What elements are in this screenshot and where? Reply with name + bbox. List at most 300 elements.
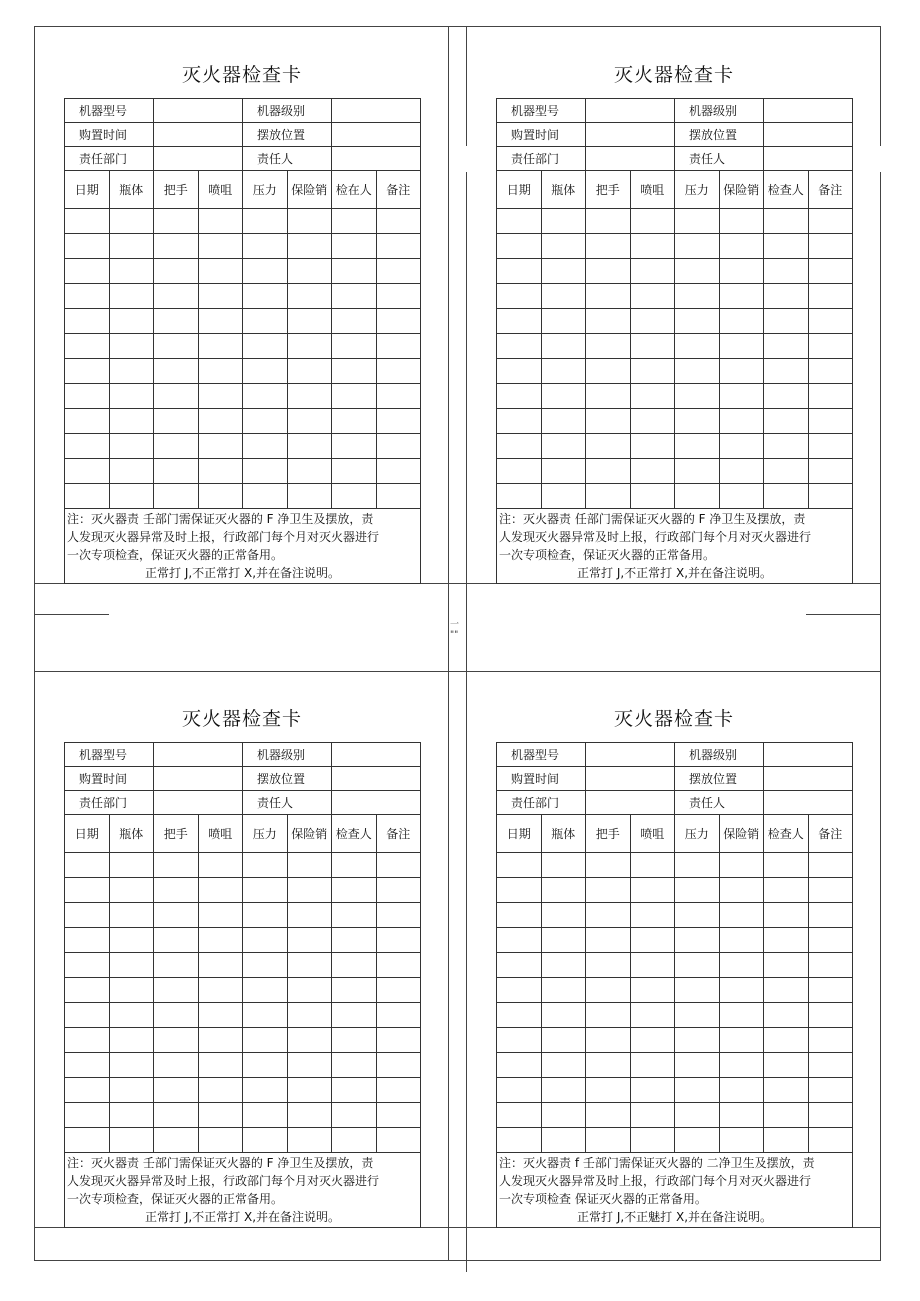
table-cell[interactable] [243, 259, 288, 284]
table-cell[interactable] [586, 1028, 631, 1053]
table-cell[interactable] [287, 234, 332, 259]
table-cell[interactable] [541, 309, 586, 334]
table-cell[interactable] [630, 978, 675, 1003]
table-cell[interactable] [154, 928, 199, 953]
table-cell[interactable] [109, 309, 154, 334]
table-cell[interactable] [586, 1103, 631, 1128]
table-cell[interactable] [808, 309, 853, 334]
table-cell[interactable] [808, 284, 853, 309]
table-cell[interactable] [154, 384, 199, 409]
table-cell[interactable] [541, 1128, 586, 1153]
table-cell[interactable] [109, 1078, 154, 1103]
table-cell[interactable] [630, 359, 675, 384]
table-cell[interactable] [719, 903, 764, 928]
table-cell[interactable] [808, 434, 853, 459]
table-cell[interactable] [497, 928, 542, 953]
table-cell[interactable] [764, 878, 809, 903]
table-cell[interactable] [376, 209, 421, 234]
table-cell[interactable] [541, 1053, 586, 1078]
table-cell[interactable] [376, 1128, 421, 1153]
table-cell[interactable] [243, 1003, 288, 1028]
table-cell[interactable] [65, 484, 110, 509]
table-cell[interactable] [332, 434, 377, 459]
table-cell[interactable] [376, 1078, 421, 1103]
table-cell[interactable] [198, 409, 243, 434]
info-value-model[interactable] [154, 99, 243, 123]
table-cell[interactable] [586, 359, 631, 384]
table-cell[interactable] [332, 1103, 377, 1128]
table-cell[interactable] [719, 334, 764, 359]
table-cell[interactable] [287, 928, 332, 953]
table-cell[interactable] [154, 853, 199, 878]
table-cell[interactable] [675, 484, 720, 509]
table-cell[interactable] [630, 1078, 675, 1103]
table-cell[interactable] [719, 384, 764, 409]
table-cell[interactable] [586, 853, 631, 878]
info-value-dept[interactable] [154, 147, 243, 171]
table-cell[interactable] [586, 309, 631, 334]
table-cell[interactable] [541, 284, 586, 309]
table-cell[interactable] [198, 284, 243, 309]
table-cell[interactable] [198, 459, 243, 484]
table-cell[interactable] [332, 878, 377, 903]
info-value-dept[interactable] [586, 791, 675, 815]
info-value-purchase[interactable] [586, 123, 675, 147]
table-cell[interactable] [332, 284, 377, 309]
info-value-dept[interactable] [586, 147, 675, 171]
table-cell[interactable] [109, 384, 154, 409]
info-value-level[interactable] [332, 743, 421, 767]
table-cell[interactable] [808, 409, 853, 434]
table-cell[interactable] [586, 384, 631, 409]
table-cell[interactable] [630, 853, 675, 878]
table-cell[interactable] [630, 434, 675, 459]
table-cell[interactable] [243, 384, 288, 409]
table-cell[interactable] [332, 1078, 377, 1103]
table-cell[interactable] [497, 484, 542, 509]
table-cell[interactable] [541, 484, 586, 509]
table-cell[interactable] [65, 309, 110, 334]
table-cell[interactable] [808, 878, 853, 903]
table-cell[interactable] [243, 484, 288, 509]
info-value-place[interactable] [764, 123, 853, 147]
table-cell[interactable] [154, 484, 199, 509]
table-cell[interactable] [541, 853, 586, 878]
table-cell[interactable] [764, 434, 809, 459]
table-cell[interactable] [332, 1003, 377, 1028]
table-cell[interactable] [630, 1128, 675, 1153]
table-cell[interactable] [764, 853, 809, 878]
table-cell[interactable] [243, 853, 288, 878]
table-cell[interactable] [719, 284, 764, 309]
table-cell[interactable] [497, 409, 542, 434]
table-cell[interactable] [764, 1103, 809, 1128]
table-cell[interactable] [376, 878, 421, 903]
table-cell[interactable] [764, 384, 809, 409]
table-cell[interactable] [675, 1103, 720, 1128]
table-cell[interactable] [675, 853, 720, 878]
table-cell[interactable] [109, 1128, 154, 1153]
table-cell[interactable] [541, 978, 586, 1003]
table-cell[interactable] [808, 953, 853, 978]
info-value-model[interactable] [586, 743, 675, 767]
table-cell[interactable] [497, 334, 542, 359]
table-cell[interactable] [630, 484, 675, 509]
table-cell[interactable] [808, 384, 853, 409]
table-cell[interactable] [586, 1078, 631, 1103]
table-cell[interactable] [675, 978, 720, 1003]
table-cell[interactable] [287, 1003, 332, 1028]
table-cell[interactable] [719, 953, 764, 978]
table-cell[interactable] [675, 903, 720, 928]
table-cell[interactable] [586, 928, 631, 953]
table-cell[interactable] [376, 459, 421, 484]
table-cell[interactable] [154, 459, 199, 484]
table-cell[interactable] [675, 878, 720, 903]
table-cell[interactable] [497, 459, 542, 484]
table-cell[interactable] [65, 1078, 110, 1103]
table-cell[interactable] [332, 903, 377, 928]
table-cell[interactable] [586, 434, 631, 459]
table-cell[interactable] [109, 334, 154, 359]
table-cell[interactable] [287, 1028, 332, 1053]
table-cell[interactable] [198, 484, 243, 509]
table-cell[interactable] [154, 334, 199, 359]
table-cell[interactable] [154, 878, 199, 903]
table-cell[interactable] [586, 953, 631, 978]
table-cell[interactable] [65, 459, 110, 484]
table-cell[interactable] [198, 1128, 243, 1153]
table-cell[interactable] [808, 978, 853, 1003]
table-cell[interactable] [243, 334, 288, 359]
table-cell[interactable] [287, 484, 332, 509]
table-cell[interactable] [332, 359, 377, 384]
table-cell[interactable] [497, 1053, 542, 1078]
table-cell[interactable] [109, 434, 154, 459]
table-cell[interactable] [65, 853, 110, 878]
info-value-dept[interactable] [154, 791, 243, 815]
table-cell[interactable] [243, 359, 288, 384]
table-cell[interactable] [376, 853, 421, 878]
table-cell[interactable] [198, 1003, 243, 1028]
table-cell[interactable] [287, 284, 332, 309]
table-cell[interactable] [243, 928, 288, 953]
table-cell[interactable] [198, 1078, 243, 1103]
table-cell[interactable] [376, 1053, 421, 1078]
table-cell[interactable] [109, 484, 154, 509]
table-cell[interactable] [243, 409, 288, 434]
info-value-person[interactable] [332, 791, 421, 815]
table-cell[interactable] [332, 928, 377, 953]
table-cell[interactable] [109, 1003, 154, 1028]
table-cell[interactable] [586, 978, 631, 1003]
table-cell[interactable] [376, 1103, 421, 1128]
table-cell[interactable] [198, 234, 243, 259]
table-cell[interactable] [541, 1103, 586, 1128]
table-cell[interactable] [630, 384, 675, 409]
table-cell[interactable] [154, 903, 199, 928]
table-cell[interactable] [65, 409, 110, 434]
table-cell[interactable] [332, 459, 377, 484]
table-cell[interactable] [243, 209, 288, 234]
table-cell[interactable] [154, 1003, 199, 1028]
table-cell[interactable] [198, 1053, 243, 1078]
table-cell[interactable] [497, 284, 542, 309]
table-cell[interactable] [497, 434, 542, 459]
table-cell[interactable] [586, 409, 631, 434]
table-cell[interactable] [719, 459, 764, 484]
table-cell[interactable] [541, 234, 586, 259]
table-cell[interactable] [332, 259, 377, 284]
info-value-model[interactable] [154, 743, 243, 767]
table-cell[interactable] [630, 1103, 675, 1128]
table-cell[interactable] [109, 234, 154, 259]
table-cell[interactable] [630, 409, 675, 434]
table-cell[interactable] [808, 1103, 853, 1128]
table-cell[interactable] [541, 409, 586, 434]
table-cell[interactable] [764, 1003, 809, 1028]
table-cell[interactable] [497, 1003, 542, 1028]
table-cell[interactable] [198, 334, 243, 359]
table-cell[interactable] [808, 259, 853, 284]
table-cell[interactable] [719, 1028, 764, 1053]
table-cell[interactable] [630, 209, 675, 234]
table-cell[interactable] [675, 284, 720, 309]
table-cell[interactable] [243, 903, 288, 928]
table-cell[interactable] [376, 484, 421, 509]
table-cell[interactable] [65, 1103, 110, 1128]
table-cell[interactable] [630, 459, 675, 484]
table-cell[interactable] [586, 1003, 631, 1028]
table-cell[interactable] [109, 359, 154, 384]
table-cell[interactable] [198, 903, 243, 928]
table-cell[interactable] [630, 1003, 675, 1028]
table-cell[interactable] [675, 459, 720, 484]
table-cell[interactable] [497, 1128, 542, 1153]
table-cell[interactable] [497, 1078, 542, 1103]
table-cell[interactable] [675, 1053, 720, 1078]
info-value-level[interactable] [332, 99, 421, 123]
table-cell[interactable] [764, 903, 809, 928]
table-cell[interactable] [287, 409, 332, 434]
info-value-model[interactable] [586, 99, 675, 123]
table-cell[interactable] [154, 1053, 199, 1078]
table-cell[interactable] [541, 459, 586, 484]
table-cell[interactable] [332, 334, 377, 359]
table-cell[interactable] [287, 953, 332, 978]
table-cell[interactable] [675, 234, 720, 259]
table-cell[interactable] [243, 878, 288, 903]
table-cell[interactable] [541, 334, 586, 359]
table-cell[interactable] [541, 359, 586, 384]
table-cell[interactable] [719, 409, 764, 434]
table-cell[interactable] [376, 384, 421, 409]
table-cell[interactable] [630, 878, 675, 903]
table-cell[interactable] [332, 309, 377, 334]
table-cell[interactable] [287, 209, 332, 234]
table-cell[interactable] [154, 309, 199, 334]
table-cell[interactable] [198, 434, 243, 459]
table-cell[interactable] [154, 434, 199, 459]
table-cell[interactable] [497, 259, 542, 284]
table-cell[interactable] [287, 1128, 332, 1153]
table-cell[interactable] [764, 259, 809, 284]
table-cell[interactable] [541, 259, 586, 284]
table-cell[interactable] [198, 878, 243, 903]
table-cell[interactable] [541, 209, 586, 234]
table-cell[interactable] [586, 209, 631, 234]
table-cell[interactable] [198, 359, 243, 384]
table-cell[interactable] [65, 878, 110, 903]
table-cell[interactable] [198, 209, 243, 234]
table-cell[interactable] [109, 209, 154, 234]
table-cell[interactable] [497, 853, 542, 878]
table-cell[interactable] [764, 409, 809, 434]
table-cell[interactable] [109, 284, 154, 309]
table-cell[interactable] [764, 209, 809, 234]
table-cell[interactable] [243, 978, 288, 1003]
table-cell[interactable] [65, 1003, 110, 1028]
info-value-person[interactable] [332, 147, 421, 171]
table-cell[interactable] [287, 384, 332, 409]
table-cell[interactable] [719, 484, 764, 509]
table-cell[interactable] [675, 209, 720, 234]
table-cell[interactable] [376, 284, 421, 309]
table-cell[interactable] [764, 978, 809, 1003]
table-cell[interactable] [154, 1103, 199, 1128]
table-cell[interactable] [154, 1028, 199, 1053]
table-cell[interactable] [287, 1053, 332, 1078]
table-cell[interactable] [198, 1028, 243, 1053]
table-cell[interactable] [243, 1103, 288, 1128]
table-cell[interactable] [675, 1028, 720, 1053]
table-cell[interactable] [764, 234, 809, 259]
table-cell[interactable] [586, 334, 631, 359]
table-cell[interactable] [586, 459, 631, 484]
table-cell[interactable] [65, 284, 110, 309]
table-cell[interactable] [154, 359, 199, 384]
table-cell[interactable] [808, 234, 853, 259]
table-cell[interactable] [109, 953, 154, 978]
table-cell[interactable] [376, 1028, 421, 1053]
table-cell[interactable] [287, 309, 332, 334]
table-cell[interactable] [376, 978, 421, 1003]
table-cell[interactable] [65, 953, 110, 978]
table-cell[interactable] [109, 1028, 154, 1053]
table-cell[interactable] [497, 309, 542, 334]
table-cell[interactable] [198, 978, 243, 1003]
table-cell[interactable] [198, 259, 243, 284]
table-cell[interactable] [719, 853, 764, 878]
table-cell[interactable] [287, 1078, 332, 1103]
table-cell[interactable] [109, 878, 154, 903]
table-cell[interactable] [497, 903, 542, 928]
table-cell[interactable] [154, 284, 199, 309]
table-cell[interactable] [332, 484, 377, 509]
table-cell[interactable] [243, 459, 288, 484]
table-cell[interactable] [808, 459, 853, 484]
table-cell[interactable] [376, 953, 421, 978]
table-cell[interactable] [109, 1053, 154, 1078]
table-cell[interactable] [719, 434, 764, 459]
table-cell[interactable] [675, 434, 720, 459]
table-cell[interactable] [65, 359, 110, 384]
table-cell[interactable] [65, 334, 110, 359]
table-cell[interactable] [541, 878, 586, 903]
table-cell[interactable] [154, 1078, 199, 1103]
table-cell[interactable] [497, 1103, 542, 1128]
info-value-place[interactable] [764, 767, 853, 791]
table-cell[interactable] [243, 234, 288, 259]
info-value-person[interactable] [764, 791, 853, 815]
table-cell[interactable] [808, 1028, 853, 1053]
table-cell[interactable] [243, 1078, 288, 1103]
table-cell[interactable] [287, 434, 332, 459]
table-cell[interactable] [719, 1078, 764, 1103]
table-cell[interactable] [764, 459, 809, 484]
table-cell[interactable] [541, 953, 586, 978]
table-cell[interactable] [586, 878, 631, 903]
table-cell[interactable] [541, 1028, 586, 1053]
table-cell[interactable] [243, 434, 288, 459]
table-cell[interactable] [198, 1103, 243, 1128]
table-cell[interactable] [630, 928, 675, 953]
table-cell[interactable] [586, 484, 631, 509]
table-cell[interactable] [65, 1053, 110, 1078]
table-cell[interactable] [630, 259, 675, 284]
table-cell[interactable] [541, 384, 586, 409]
table-cell[interactable] [243, 1028, 288, 1053]
table-cell[interactable] [630, 903, 675, 928]
table-cell[interactable] [808, 1128, 853, 1153]
table-cell[interactable] [675, 309, 720, 334]
table-cell[interactable] [808, 1003, 853, 1028]
table-cell[interactable] [764, 928, 809, 953]
table-cell[interactable] [764, 953, 809, 978]
table-cell[interactable] [332, 978, 377, 1003]
table-cell[interactable] [764, 1053, 809, 1078]
table-cell[interactable] [541, 1078, 586, 1103]
table-cell[interactable] [198, 853, 243, 878]
table-cell[interactable] [586, 234, 631, 259]
table-cell[interactable] [719, 1103, 764, 1128]
table-cell[interactable] [675, 928, 720, 953]
table-cell[interactable] [808, 209, 853, 234]
table-cell[interactable] [497, 1028, 542, 1053]
table-cell[interactable] [376, 903, 421, 928]
table-cell[interactable] [719, 1053, 764, 1078]
table-cell[interactable] [541, 928, 586, 953]
table-cell[interactable] [109, 928, 154, 953]
table-cell[interactable] [808, 903, 853, 928]
table-cell[interactable] [198, 928, 243, 953]
table-cell[interactable] [65, 928, 110, 953]
table-cell[interactable] [630, 234, 675, 259]
table-cell[interactable] [109, 978, 154, 1003]
table-cell[interactable] [764, 1028, 809, 1053]
table-cell[interactable] [65, 1028, 110, 1053]
table-cell[interactable] [764, 334, 809, 359]
table-cell[interactable] [109, 259, 154, 284]
table-cell[interactable] [764, 1128, 809, 1153]
table-cell[interactable] [541, 903, 586, 928]
table-cell[interactable] [65, 434, 110, 459]
table-cell[interactable] [376, 1003, 421, 1028]
table-cell[interactable] [497, 953, 542, 978]
table-cell[interactable] [376, 434, 421, 459]
info-value-purchase[interactable] [154, 123, 243, 147]
table-cell[interactable] [675, 1128, 720, 1153]
